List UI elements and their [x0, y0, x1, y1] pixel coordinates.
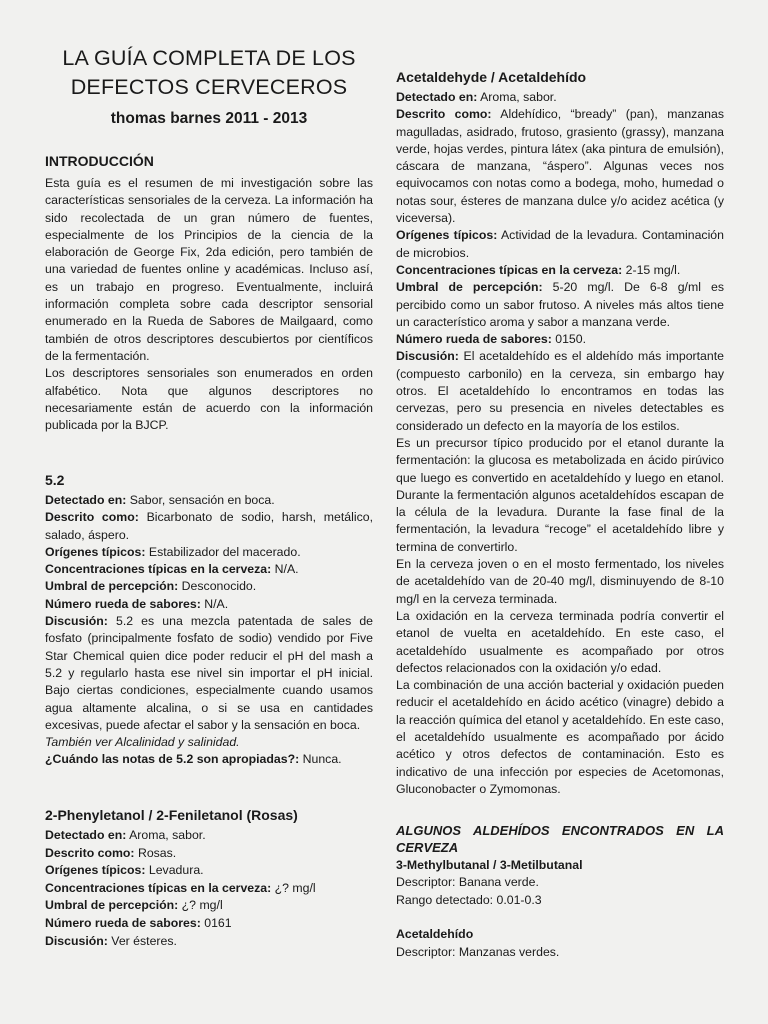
- wheel-value: 0150.: [555, 332, 587, 347]
- discussion-paragraph-2: Es un precursor típico producido por el etanol durante la fermentación: la glucosa es metabolizada en ácido pirúvico que luego es convertido en acetaldehído y luego en etanol. Durante la fermentación algunos acetaldehídos escapan de la célula de la levadura. Durante la fase final de la fermentación, la levadura “recoge” el acetaldehído libre y termina de convertirlo.: [396, 435, 724, 554]
- threshold-label: Umbral de percepción:: [45, 898, 179, 913]
- discussion-label: Discusión:: [45, 614, 108, 629]
- intro-paragraph-1: Esta guía es el resumen de mi investigación sobre las características sensoriales de la cerveza. La información ha sido recolectada de un gran número de fuentes, especialmente de los Principios de la ciencia de la elaboración de George Fix, 2da edición, pero también de una variedad de fuentes online y académicas. Incluso así, es un trabajo en progreso. Eventualmente, incluirá información completa sobre cada descriptor sensorial enumerado en la Rueda de Sabores de Mailgaard, como también de otros descriptores descubiertos por científicos de la fermentación.: [45, 176, 373, 363]
- intro-heading: INTRODUCCIÓN: [45, 153, 154, 169]
- detected-label: Detectado en:: [45, 828, 127, 842]
- detected-value: Aroma, sabor.: [129, 828, 206, 842]
- phenyl-heading: 2-Phenyletanol / 2-Feniletanol (Rosas): [45, 807, 298, 823]
- described-label: Descrito como:: [45, 510, 139, 525]
- concentration-label: Concentraciones típicas en la cerveza:: [45, 562, 272, 577]
- origins-value: Estabilizador del macerado.: [148, 544, 301, 559]
- aldehyde-2-name: Acetaldehído: [396, 927, 474, 942]
- concentration-value: ¿? mg/l: [274, 880, 316, 895]
- acetaldehyde-heading: Acetaldehyde / Acetaldehído: [396, 69, 587, 85]
- discussion-label: Discusión:: [45, 933, 108, 948]
- aldehyde-1-range: Rango detectado: 0.01-0.3: [396, 892, 542, 907]
- detected-label: Detectado en:: [45, 493, 127, 507]
- described-value: Rosas.: [137, 845, 177, 860]
- discussion-paragraph-3: En la cerveza joven o en el mosto fermentado, los niveles de acetaldehído van de 20-40 mg/l, disminuyendo de 8-10 mg/l en la cerveza terminada.: [396, 557, 724, 606]
- concentration-value: 2-15 mg/l.: [625, 262, 681, 277]
- aldehyde-1-name: 3-Methylbutanal / 3-Metilbutanal: [396, 857, 583, 872]
- detected-value: Sabor, sensación en boca.: [129, 493, 275, 507]
- described-label: Descrito como:: [396, 107, 492, 122]
- concentration-label: Concentraciones típicas en la cerveza:: [45, 880, 272, 895]
- wheel-label: Número rueda de sabores:: [45, 596, 201, 611]
- detected-value: Aroma, sabor.: [480, 90, 557, 104]
- origins-label: Orígenes típicos:: [45, 544, 146, 559]
- discussion-paragraph-4: La oxidación en la cerveza terminada podría convertir el etanol de vuelta en acetaldehído. En este caso, el acetaldehído usualmente es acompañado por otros defectos relacionados con la oxidación y/o edad.: [396, 608, 724, 675]
- threshold-label: Umbral de percepción:: [45, 579, 179, 594]
- title-line-1: LA GUÍA COMPLETA DE LOS: [62, 46, 356, 70]
- discussion-label: Discusión:: [396, 349, 459, 364]
- origins-value: Actividad de la levadura. Contaminación de microbios.: [396, 228, 724, 260]
- section-5-2: [45, 471, 373, 769]
- see-also: También ver Alcalinidad y salinidad.: [45, 735, 240, 750]
- intro-paragraph-2: Los descriptores sensoriales son enumerados en orden alfabético. Nota que algunos descriptores no necesariamente están de acuerdo con la información publicada por la BJCP.: [45, 366, 373, 433]
- page-title: [45, 44, 373, 102]
- wheel-value: 0161: [204, 915, 232, 930]
- aldehyde-1-descriptor: Descriptor: Banana verde.: [396, 875, 539, 890]
- origins-label: Orígenes típicos:: [396, 228, 498, 243]
- section-acetaldehyde: [396, 68, 724, 798]
- title-line-2: DEFECTOS CERVECEROS: [70, 75, 348, 99]
- threshold-value: Desconocido.: [181, 579, 257, 594]
- described-value: Aldehídico, “bready” (pan), manzanas magulladas, asidrado, frutoso, grasiento (grassy), manzana verde, hojas verdes, pintura látex (aka pintura de emulsión), cáscara de manzana, “áspero”. Algunas veces nos equivocamos con notas como a bodega, moho, humedad o notas sour, ésteres de manzana dulce y/o acidez acética (y viceversa).: [396, 107, 724, 226]
- threshold-label: Umbral de percepción:: [396, 280, 543, 295]
- concentration-label: Concentraciones típicas en la cerveza:: [396, 262, 623, 277]
- when-label: ¿Cuándo las notas de 5.2 son apropiadas?:: [45, 752, 300, 767]
- origins-label: Orígenes típicos:: [45, 863, 146, 878]
- detected-label: Detectado en:: [396, 90, 478, 104]
- described-label: Descrito como:: [45, 845, 135, 860]
- wheel-label: Número rueda de sabores:: [396, 332, 552, 347]
- discussion-text: Ver ésteres.: [111, 933, 177, 948]
- when-value: Nunca.: [302, 752, 342, 767]
- discussion-text: El acetaldehído es el aldehído más importante (compuesto carbonilo) en la cerveza, sin embargo hay otros. El acetaldehído lo encontramos en todas las cervezas, pero su presencia en niveles detectables es considerado un defecto en la mayoría de los estilos.: [396, 349, 724, 433]
- threshold-value: 5-20 mg/l. De 6-8 g/ml es percibido como un sabor frutoso. A niveles más altos tiene un característico aroma y sabor a manzana verde.: [396, 280, 724, 329]
- origins-value: Levadura.: [148, 863, 204, 878]
- aldehydes-heading: ALGUNOS ALDEHÍDOS ENCONTRADOS EN LA CERVEZA: [396, 823, 724, 856]
- section-aldehydes: [396, 822, 724, 962]
- wheel-value: N/A.: [204, 596, 229, 611]
- threshold-value: ¿? mg/l: [181, 898, 223, 913]
- discussion-paragraph-5: La combinación de una acción bacterial y oxidación pueden reducir el acetaldehído en ácido acético (vinagre) debido a la reacción química del etanol y acetaldehído. En este caso, el acetaldehído usualmente es acompañado por ácido acético y otros defectos de contaminación. Esto es indicativo de una infección por especies de Acetomonas, Gluconobacter o Zymomonas.: [396, 678, 724, 796]
- concentration-value: N/A.: [274, 562, 299, 577]
- described-value: Bicarbonato de sodio, harsh, metálico, salado, áspero.: [45, 510, 373, 542]
- author-subtitle: thomas barnes 2011 - 2013: [110, 110, 308, 127]
- section-5-2-heading: 5.2: [45, 472, 65, 488]
- intro-section: [45, 152, 373, 434]
- aldehyde-2-descriptor: Descriptor: Manzanas verdes.: [396, 944, 560, 959]
- discussion-text: 5.2 es una mezcla patentada de sales de fosfato (principalmente fosfato de sodio) vendido por Five Star Chemical quien dice poder reducir el pH del mash a 5.2 y regularlo hasta ese nivel sin importar el pH inicial. Bajo ciertas condiciones, especialmente cuando usamos agua altamente alcalina, o si se usa en cantidades excesivas, puede afectar el sabor y la sensación en boca.: [45, 614, 374, 732]
- section-phenylethanol: [45, 806, 373, 950]
- wheel-label: Número rueda de sabores:: [45, 915, 201, 930]
